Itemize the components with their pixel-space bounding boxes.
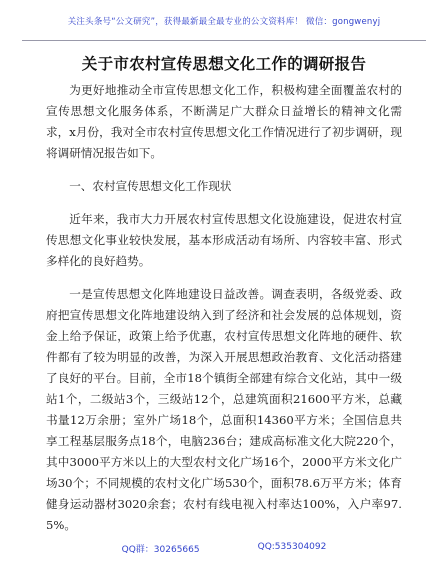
section-heading: 一、农村宣传思想文化工作现状 [69, 179, 232, 193]
footer-contacts [0, 542, 448, 555]
header-banner [0, 0, 448, 42]
header-banner-text: 关注头条号“公文研究”，获得最新最全最专业的公文资料库！ 微信：gongwenyj [67, 17, 381, 27]
intro-paragraph: 为更好地推动全市宣传思想文化工作，积极构建全面覆盖农村的宣传思想文化服务体系，不断满足广大群众日益增长的精神文化需求，x月份，我对全市农村宣传思想文化工作情况进行了初步调研，现将调研情况报告如下。 [46, 83, 402, 160]
footer-qq-group: QQ群：30265665 [121, 545, 200, 555]
footer-qq: QQ:535304092 [257, 542, 327, 552]
document-body [46, 80, 402, 548]
document-title: 关于市农村宣传思想文化工作的调研报告 [81, 54, 367, 73]
facilities-paragraph: 一是宣传思想文化阵地建设日益改善。调查表明，各级党委、政府把宣传思想文化阵地建设纳入到了经济和社会发展的总体规划，资金上给予保证，政策上给予优惠，农村宣传思想文化阵地的硬件、软件都有了较为明显的改善，为深入开展思想政治教育、文化活动搭建了良好的平台。目前，全市18个镇街全部建有综合文化站，其中一级站1个，二级站3个，三级站12个，总建筑面积21600平方米，总藏书量12万余册；室外广场18个，总面积14360平方米；全国信息共享工程基层服务点18个，电脑236台；建成高标准文化大院220个，其中3000平方米以上的大型农村文化广场16个，2000平方米文化广场30个；不同规模的农村文化广场530个，面积78.6万平方米；体育健身运动器材3020余套；农村有线电视入村率达100%，入户率97.5%。 [46, 287, 402, 532]
header-divider [22, 40, 426, 41]
overview-paragraph: 近年来，我市大力开展农村宣传思想文化设施建设，促进农村宣传思想文化事业较快发展，基本形成活动有场所、内容较丰富、形式多样化的良好趋势。 [46, 212, 402, 268]
